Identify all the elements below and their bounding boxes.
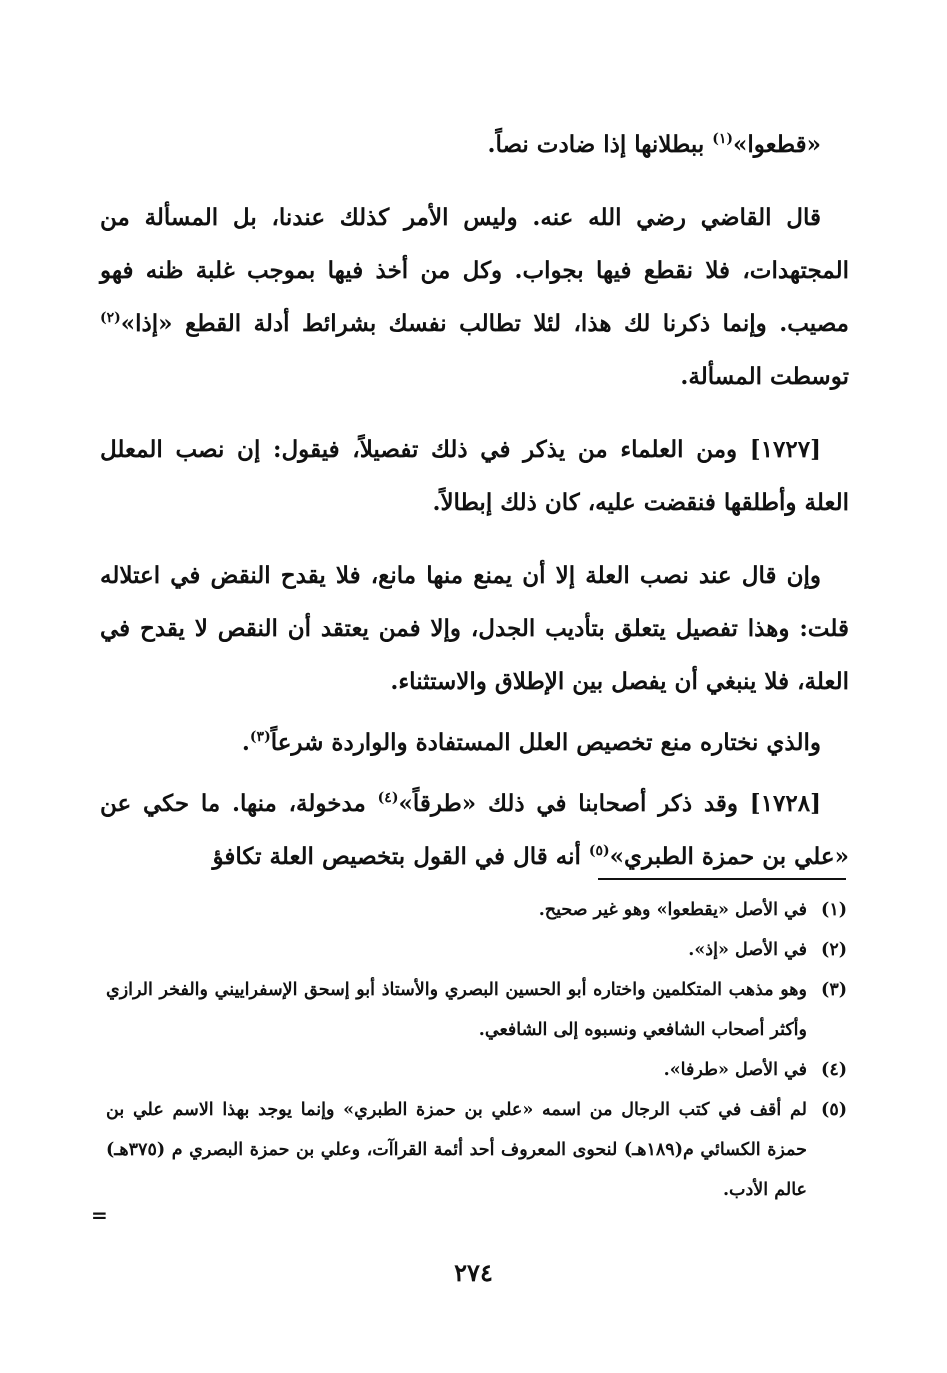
paragraph-1 [100,118,849,171]
footnote-number: (٤) [821,1060,847,1080]
page-number: ٢٧٤ [454,1258,493,1287]
paragraph-6-text: [١٧٢٨] وقد ذكر أصحابنا في ذلك «طرقاً» [398,790,821,817]
paragraph-6-middle: مدخولة، منها. ما حكي عن «علي بن حمزة الطبري» [100,790,849,870]
main-text [100,118,849,883]
footnote-number: (٢) [821,940,847,960]
footnote-1 [106,890,847,930]
footnote-number: (٣) [821,980,847,1000]
footnote-text: في الأصل «طرفا». [663,1060,807,1080]
footnote-text: في الأصل «يقطعوا» وهو غير صحيح. [538,900,807,920]
paragraph-6 [100,777,849,883]
footnotes [106,890,847,1210]
paragraph-2 [100,191,849,403]
footnote-separator [598,878,846,880]
footnote-ref-4[interactable]: (٤) [377,790,399,806]
paragraph-5-text: والذي نختاره منع تخصيص العلل المستفادة والواردة شرعاً [270,729,821,756]
footnote-5 [106,1090,847,1210]
paragraph-3: [١٧٢٧] ومن العلماء من يذكر في ذلك تفصيلاً، فيقول: إن نصب المعلل العلة وأطلقها فنقضت عليه، كان ذلك إبطالاً. [100,436,849,516]
footnote-number: (١) [821,900,847,920]
continuation-mark: = [91,1203,108,1227]
footnote-text: لم أقف في كتب الرجال من اسمه «علي بن حمزة الطبري» وإنما يوجد بهذا الاسم علي بن حمزة الكسائي م(١٨٩هـ) لنحوى المعروف أحد أئمة القراآت، وعلي بن حمزة البصري م (٣٧٥هـ) عالم الأدب. [106,1100,807,1200]
footnote-3 [106,970,847,1050]
paragraph-5-end: . [241,729,250,756]
paragraph-2-end: توسطت المسألة. [680,363,849,390]
paragraph-1-text: ببطلانها إذا ضادت نصاً. [487,131,713,158]
footnote-2 [106,930,847,970]
footnote-ref-3[interactable]: (٣) [249,729,271,745]
footnote-text: في الأصل «إذ». [688,940,807,960]
paragraph-6-end: أنه قال في القول بتخصيص العلة تكافؤ [212,843,589,870]
quoted-word: «قطعوا» [733,131,821,158]
paragraph-2-text: قال القاضي رضي الله عنه. وليس الأمر كذلك عندنا، بل المسألة من المجتهدات، فلا نقطع فيها بجواب. وكل من أخذ فيها بموجب غلبة ظنه فهو مصيب. وإنما ذكرنا لك هذا، لئلا تطالب نفسك بشرائط أدلة القطع «إذا» [100,204,849,337]
footnote-4 [106,1050,847,1090]
footnote-number: (٥) [821,1100,847,1120]
footnote-ref-1[interactable]: (١) [712,131,734,147]
paragraph-4: وإن قال عند نصب العلة إلا أن يمنع منها مانع، فلا يقدح النقض في اعتلاله قلت: وهذا تفصيل يتعلق بتأديب الجدل، وإلا فمن يعتقد أن النقص لا يقدح في العلة، فلا ينبغي أن يفصل بين الإطلاق والاستثناء. [100,562,849,695]
paragraph-5 [100,716,849,769]
footnote-text: وهو مذهب المتكلمين واختاره أبو الحسين البصري والأستاذ أبو إسحق الإسفراييني والفخر الرازي وأكثر أصحاب الشافعي ونسبوه إلى الشافعي. [106,980,807,1040]
footnote-ref-2[interactable]: (٢) [100,310,121,326]
footnote-ref-5[interactable]: (٥) [588,843,610,859]
